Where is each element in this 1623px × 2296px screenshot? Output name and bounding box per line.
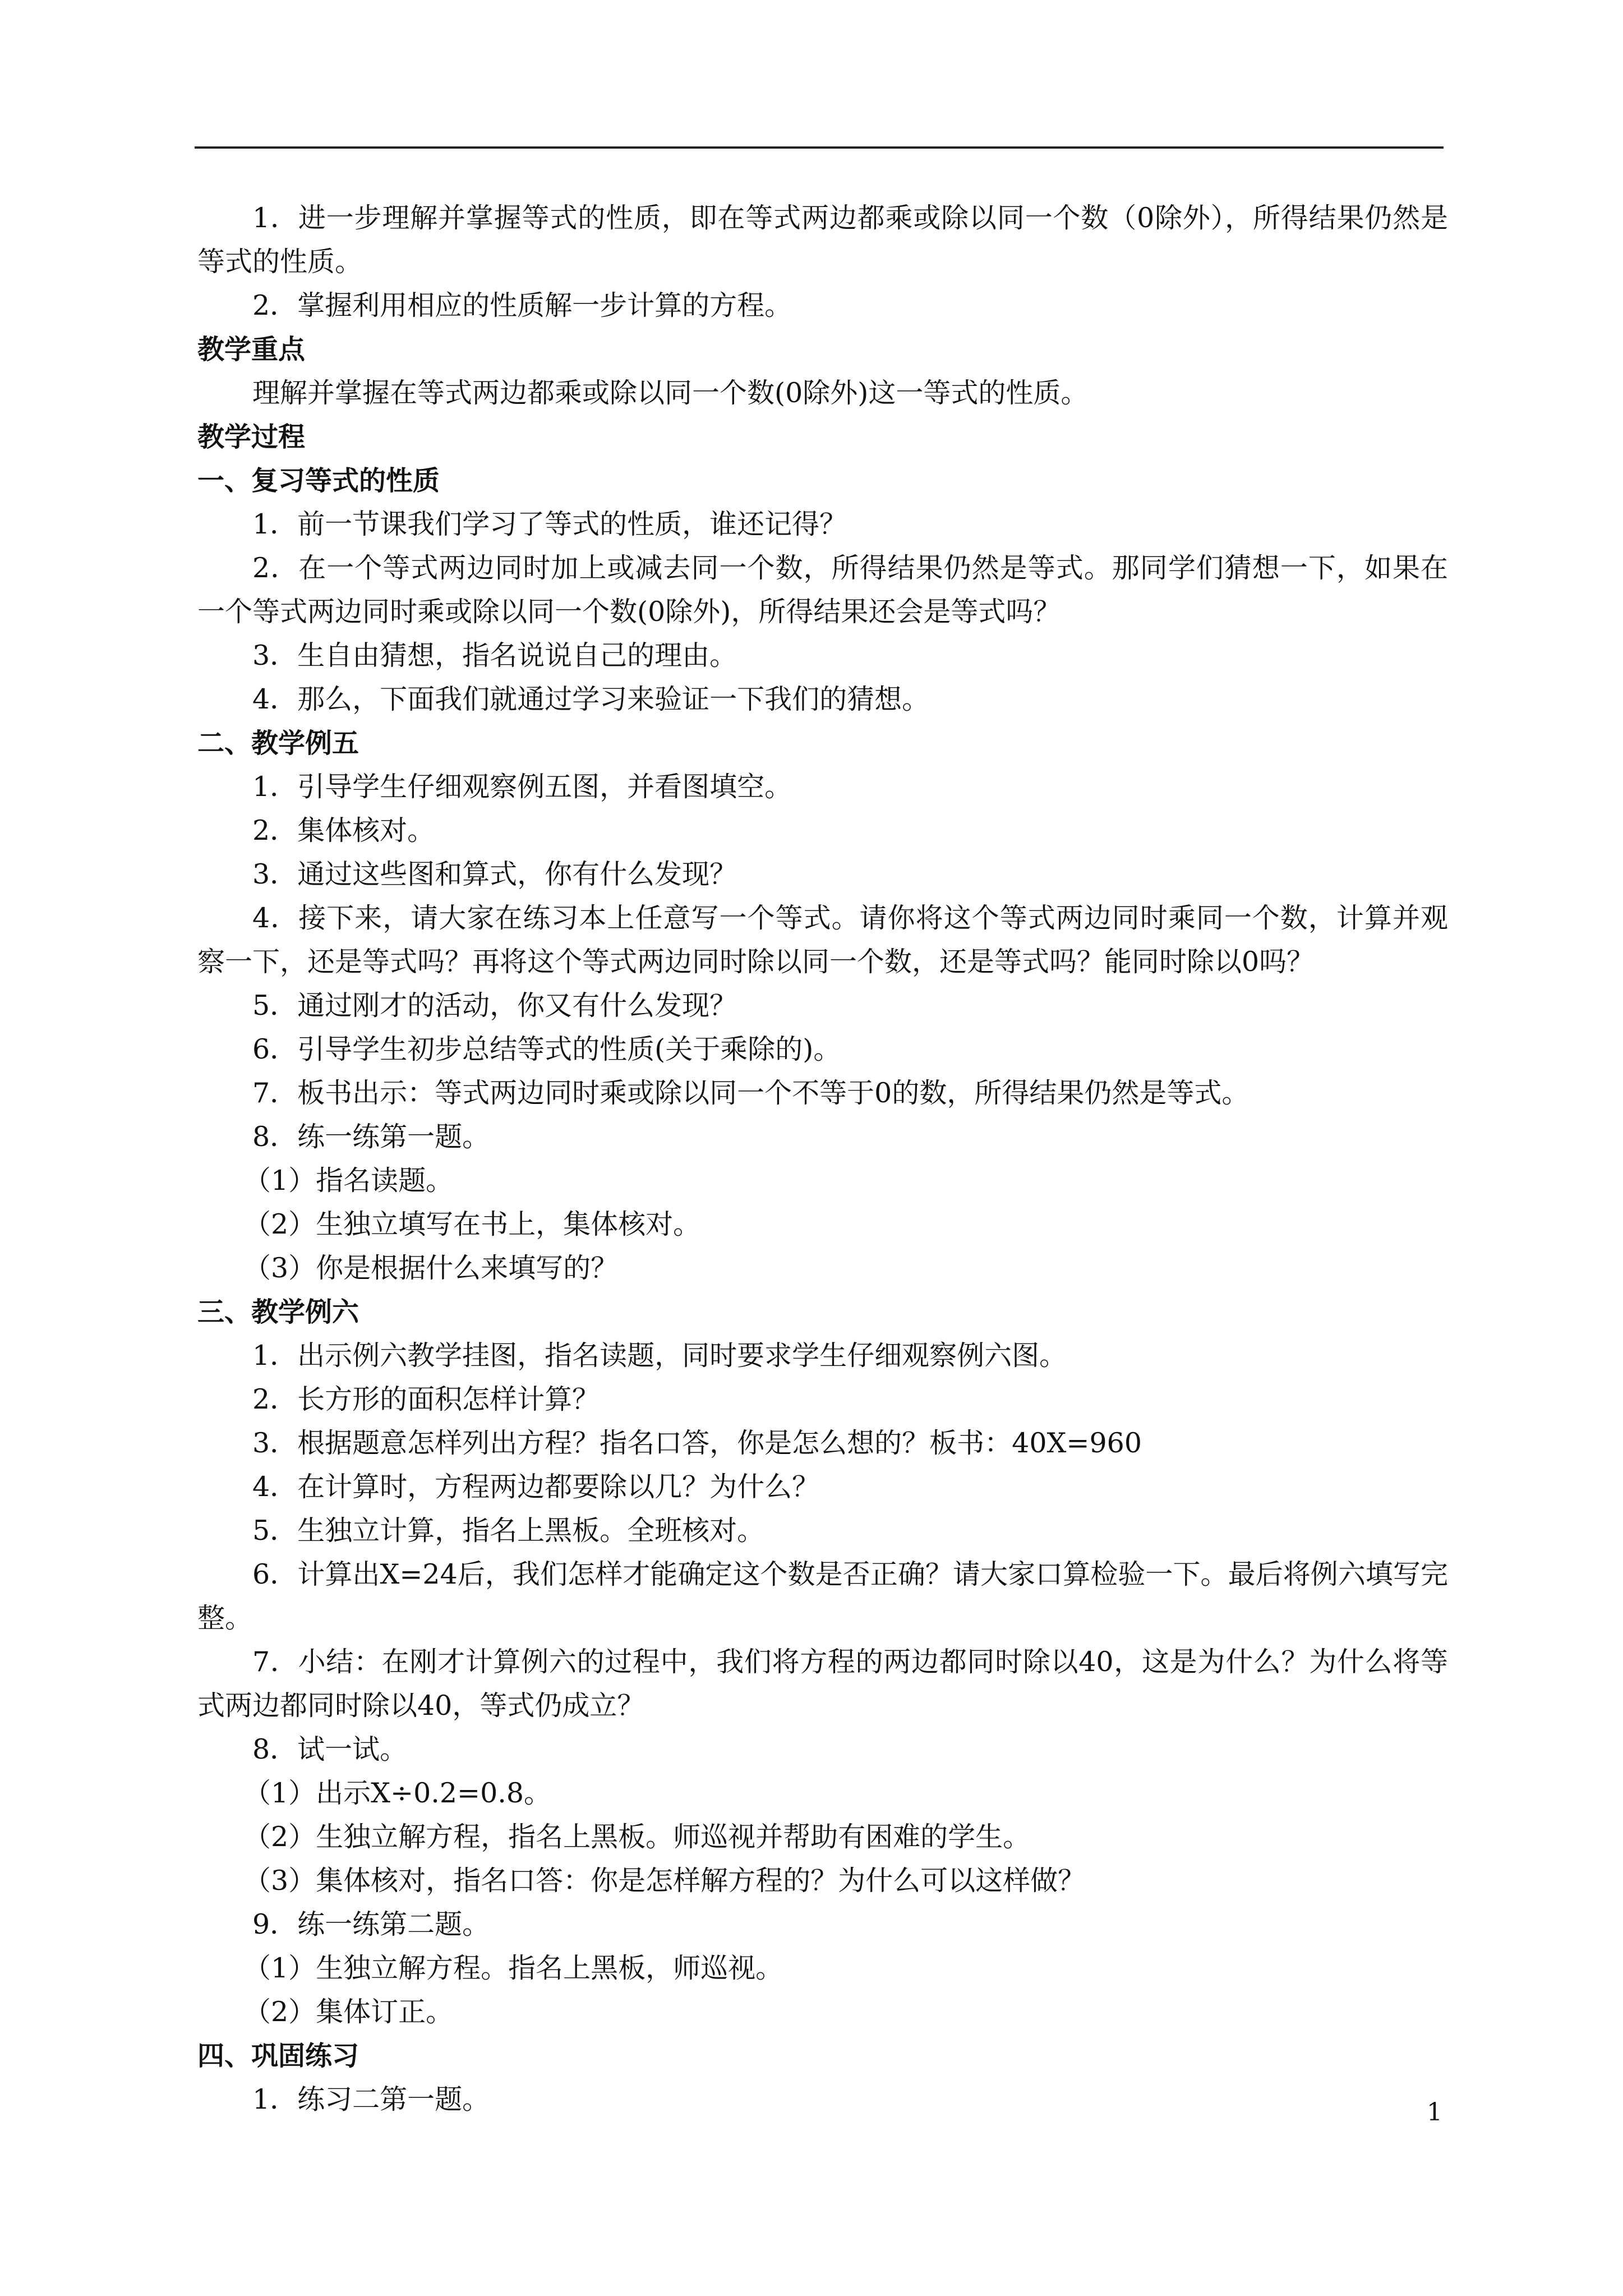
section-3-subitem: （3）集体核对，指名口答：你是怎样解方程的？为什么可以这样做？ (243, 1865, 1086, 1897)
goal-2: 2．掌握利用相应的性质解一步计算的方程。 (252, 289, 792, 321)
process-heading: 教学过程 (197, 421, 306, 453)
section-2-heading: 二、教学例五 (197, 728, 359, 759)
section-2-subitem: （1）指名读题。 (243, 1165, 454, 1197)
section-2-item: 6．引导学生初步总结等式的性质(关于乘除的)。 (252, 1033, 841, 1065)
section-2-item: 8．练一练第一题。 (252, 1121, 490, 1153)
section-3-subitem: （1）生独立解方程。指名上黑板，师巡视。 (243, 1952, 783, 1984)
key-point-text: 理解并掌握在等式两边都乘或除以同一个数(0除外)这一等式的性质。 (252, 377, 1089, 409)
section-1-item: 2．在一个等式两边同时加上或减去同一个数，所得结果仍然是等式。那同学们猜想一下，如果在一个等式两边同时乘或除以同一个数(0除外)，所得结果还会是等式吗？ (197, 552, 1448, 628)
page-number: 1 (1427, 2098, 1442, 2127)
section-2-subitem: （3）你是根据什么来填写的？ (243, 1252, 619, 1284)
section-3-subitem: （2）生独立解方程，指名上黑板。师巡视并帮助有困难的学生。 (243, 1821, 1031, 1853)
section-1-heading: 一、复习等式的性质 (197, 465, 440, 496)
section-3-subitem: （1）出示X÷0.2=0.8。 (243, 1777, 552, 1809)
section-2-subitem: （2）生独立填写在书上，集体核对。 (243, 1208, 701, 1240)
section-3-subitem: （2）集体订正。 (243, 1996, 454, 2028)
section-3-item: 2．长方形的面积怎样计算？ (252, 1383, 600, 1415)
section-2-item: 7．板书出示：等式两边同时乘或除以同一个不等于0的数，所得结果仍然是等式。 (252, 1077, 1249, 1109)
section-2-item: 2．集体核对。 (252, 815, 435, 846)
section-3-item: 7．小结：在刚才计算例六的过程中，我们将方程的两边都同时除以40，这是为什么？为什么将等式两边都同时除以40，等式仍成立？ (197, 1646, 1448, 1722)
section-3-item: 8．试一试。 (252, 1733, 408, 1765)
document-body (197, 196, 1448, 2122)
section-1-item: 1．前一节课我们学习了等式的性质，谁还记得？ (252, 508, 847, 540)
section-4-heading: 四、巩固练习 (197, 2040, 359, 2072)
section-2-item: 4．接下来，请大家在练习本上任意写一个等式。请你将这个等式两边同时乘同一个数，计算并观察一下，还是等式吗？再将这个等式两边同时除以同一个数，还是等式吗？能同时除以0吗？ (197, 902, 1448, 978)
section-2-item: 5．通过刚才的活动，你又有什么发现？ (252, 990, 737, 1022)
section-3-item: 4．在计算时，方程两边都要除以几？为什么？ (252, 1471, 820, 1503)
section-3-item: 9．练一练第二题。 (252, 1908, 490, 1940)
section-1-item: 3．生自由猜想，指名说说自己的理由。 (252, 639, 737, 671)
section-3-item: 3．根据题意怎样列出方程？指名口答，你是怎么想的？板书：40X=960 (252, 1427, 1142, 1459)
header-rule (195, 146, 1444, 149)
section-3-heading: 三、教学例六 (197, 1296, 359, 1328)
section-2-item: 3．通过这些图和算式，你有什么发现？ (252, 858, 737, 890)
section-4-item: 1．练习二第一题。 (252, 2083, 490, 2115)
section-3-item: 6．计算出X=24后，我们怎样才能确定这个数是否正确？请大家口算检验一下。最后将例六填写完整。 (197, 1558, 1448, 1634)
key-point-heading: 教学重点 (197, 334, 306, 365)
goal-1: 1．进一步理解并掌握等式的性质，即在等式两边都乘或除以同一个数（0除外），所得结果仍然是等式的性质。 (197, 202, 1448, 278)
section-1-item: 4．那么，下面我们就通过学习来验证一下我们的猜想。 (252, 683, 930, 715)
section-3-item: 1．出示例六教学挂图，指名读题，同时要求学生仔细观察例六图。 (252, 1340, 1067, 1372)
section-2-item: 1．引导学生仔细观察例五图，并看图填空。 (252, 771, 792, 803)
section-3-item: 5．生独立计算，指名上黑板。全班核对。 (252, 1515, 765, 1547)
